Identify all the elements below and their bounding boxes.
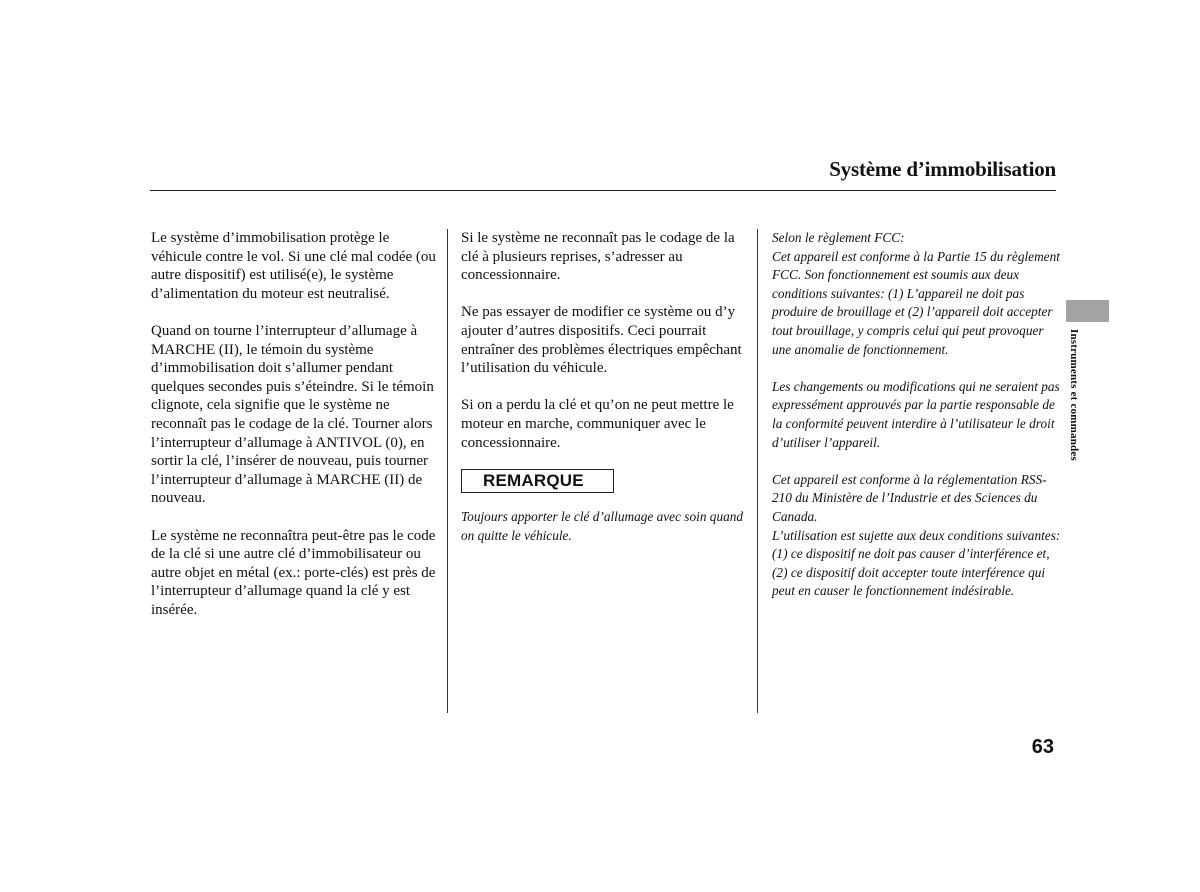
column-divider-2 <box>757 229 758 713</box>
section-tab <box>1066 300 1109 322</box>
paragraph-lost-key: Si on a perdu la clé et qu’on ne peut mettre le moteur en marche, communiquer avec le concessionnaire. <box>461 397 734 451</box>
notice-box: REMARQUE <box>461 469 614 493</box>
section-tab-label: Instruments et commandes <box>1068 329 1080 461</box>
column-2 <box>461 229 749 471</box>
column-1 <box>151 229 437 638</box>
changes-text: Les changements ou modifications qui ne seraient pas expressément approuvés par la partie responsable de la conformité peuvent interdire à l’utilisateur le droit d’utiliser l’appareil. <box>772 378 1060 450</box>
rss-text: Cet appareil est conforme à la réglementation RSS-210 du Ministère de l’Industrie et des Sciences du Canada. <box>772 471 1047 524</box>
conditions-text: L’utilisation est sujette aux deux conditions suivantes: (1) ce dispositif ne doit pas causer d’interférence et, (2) ce dispositif doit accepter toute interférence qui peut en causer le fonctionnement indésirable. <box>772 527 1061 599</box>
column-3 <box>772 229 1062 601</box>
fcc-heading: Selon le règlement FCC: <box>772 230 905 245</box>
page-title: Système d’immobilisation <box>829 157 1056 181</box>
paragraph-modify-warning: Ne pas essayer de modifier ce système ou d’y ajouter d’autres dispositifs. Ceci pourrait entraîner des problèmes électriques empêchant l’utilisation du véhicule. <box>461 304 742 377</box>
paragraph-intro: Le système d’immobilisation protège le véhicule contre le vol. Si une clé mal codée (ou autre dispositif) est utilisé(e), le système d’alimentation du moteur est neutralisé. <box>151 230 436 302</box>
paragraph-ignition: Quand on tourne l’interrupteur d’allumage à MARCHE (II), le témoin du système d’immobilisation doit s’allumer pendant quelques secondes puis s’éteindre. Si le témoin clignote, cela signifie que le système ne reconnaît pas le codage de la clé. Tourner alors l’interrupteur d’allumage à ANTIVOL (0), en sortir la clé, l’insérer de nouveau, puis tourner l’interrupteur d’allumage à MARCHE (II) de nouveau. <box>151 322 434 507</box>
paragraph-interference: Le système ne reconnaîtra peut-être pas le code de la clé si une autre clé d’immobilisateur ou autre objet en métal (ex.: porte-clés) est près de l’interrupteur d’allumage quand la clé y est insérée. <box>151 527 436 618</box>
fcc-text: Cet appareil est conforme à la Partie 15 du règlement FCC. Son fonctionnement est soumis aux deux conditions suivantes: (1) L’appareil ne doit pas produire de brouillage et (2) l’appareil doit accepter tout brouillage, y compris celui qui peut provoquer une anomalie de fonctionnement. <box>772 248 1060 357</box>
title-rule <box>150 190 1056 191</box>
notice-text: Toujours apporter le clé d’allumage avec soin quand on quitte le véhicule. <box>461 509 744 543</box>
page-number: 63 <box>1031 736 1054 758</box>
column-divider-1 <box>447 229 448 713</box>
paragraph-dealer: Si le système ne reconnaît pas le codage de la clé à plusieurs reprises, s’adresser au concessionnaire. <box>461 230 735 284</box>
